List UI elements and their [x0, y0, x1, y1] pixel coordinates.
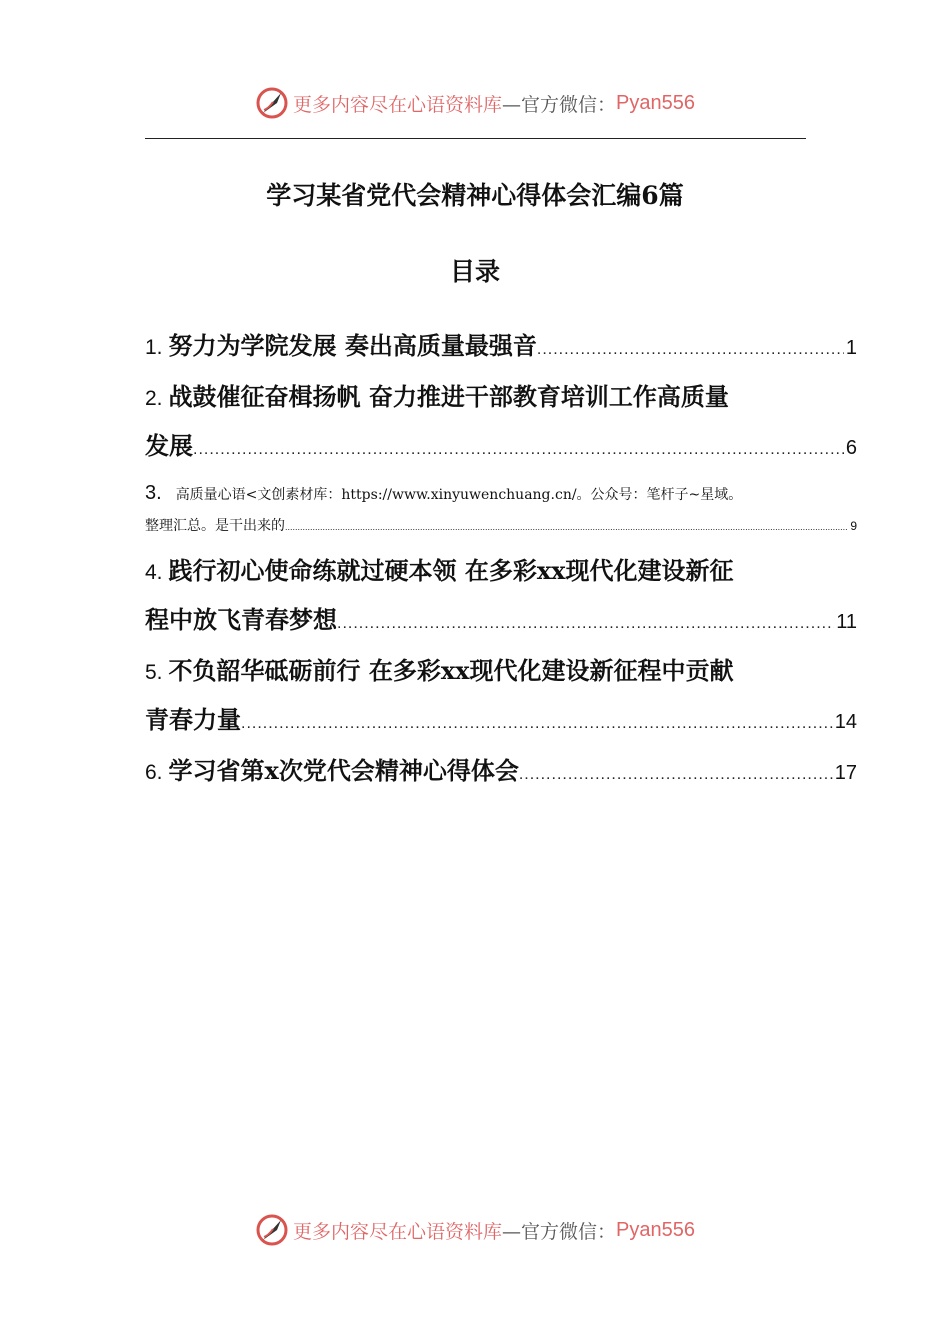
- watermark-footer: [0, 1213, 950, 1247]
- toc-title: 高质量心语<文创素材库：https://www.xinyuwenchuang.cn/。公众号：笔杆子~星域。: [175, 487, 743, 503]
- toc-title: 践行初心使命练就过硬本领 在多彩xx现代化建设新征: [168, 556, 734, 585]
- toc-entry-6[interactable]: [145, 751, 857, 786]
- watermark-text-red: 更多内容尽在心语资料库: [293, 93, 503, 116]
- toc-number: 5.: [145, 661, 163, 684]
- toc-entry-4[interactable]: [145, 551, 857, 635]
- header-divider: [145, 138, 806, 139]
- toc-page-number: 1: [845, 337, 857, 359]
- toc-title-continued: 整理汇总。是干出来的: [145, 518, 285, 534]
- toc-entry-5[interactable]: [145, 651, 857, 735]
- watermark-wechat-id: Pyan556: [616, 91, 695, 114]
- document-title: 学习某省党代会精神心得体会汇编6篇: [266, 181, 684, 210]
- watermark-text-gray: —官方微信：: [502, 93, 617, 116]
- toc-leader-dots: [519, 766, 833, 784]
- watermark-header: [0, 86, 950, 120]
- toc-heading: 目录: [449, 257, 500, 286]
- toc-page-number: 17: [834, 762, 857, 784]
- toc-title: 不负韶华砥砺前行 在多彩xx现代化建设新征程中贡献: [168, 656, 734, 685]
- toc-entry-2[interactable]: [145, 377, 857, 461]
- toc-title-continued: 青春力量: [145, 705, 241, 734]
- toc-page-number: 11: [836, 611, 857, 633]
- quill-logo-icon: [255, 1213, 289, 1247]
- toc-page-number: 14: [834, 711, 857, 733]
- watermark-text-red: 更多内容尽在心语资料库: [293, 1220, 503, 1243]
- toc-entry-1[interactable]: [145, 326, 857, 361]
- toc-number: 4.: [145, 561, 163, 584]
- toc-number: 6.: [145, 761, 163, 784]
- toc-page-number: 6: [845, 437, 857, 459]
- toc-title-continued: 程中放飞青春梦想: [145, 605, 337, 634]
- toc-title: 努力为学院发展 奏出高质量最强音: [168, 331, 537, 360]
- toc-page-number: 9: [850, 519, 857, 533]
- toc-leader-dots: [285, 522, 848, 532]
- watermark-text-gray: —官方微信：: [502, 1220, 617, 1243]
- toc-title: 学习省第x次党代会精神心得体会: [168, 756, 519, 785]
- toc-number: 1.: [145, 336, 163, 359]
- toc-leader-dots: [337, 615, 834, 633]
- toc-leader-dots: [537, 341, 844, 359]
- toc-number: 2.: [145, 387, 163, 410]
- toc-leader-dots: [241, 715, 833, 733]
- quill-logo-icon: [255, 86, 289, 120]
- toc-title-continued: 发展: [145, 431, 193, 460]
- toc-entry-3[interactable]: [145, 482, 857, 535]
- watermark-wechat-id: Pyan556: [616, 1218, 695, 1241]
- toc-number: 3.: [145, 482, 162, 504]
- toc-leader-dots: [193, 441, 844, 459]
- toc-title: 战鼓催征奋楫扬帆 奋力推进干部教育培训工作高质量: [168, 382, 729, 411]
